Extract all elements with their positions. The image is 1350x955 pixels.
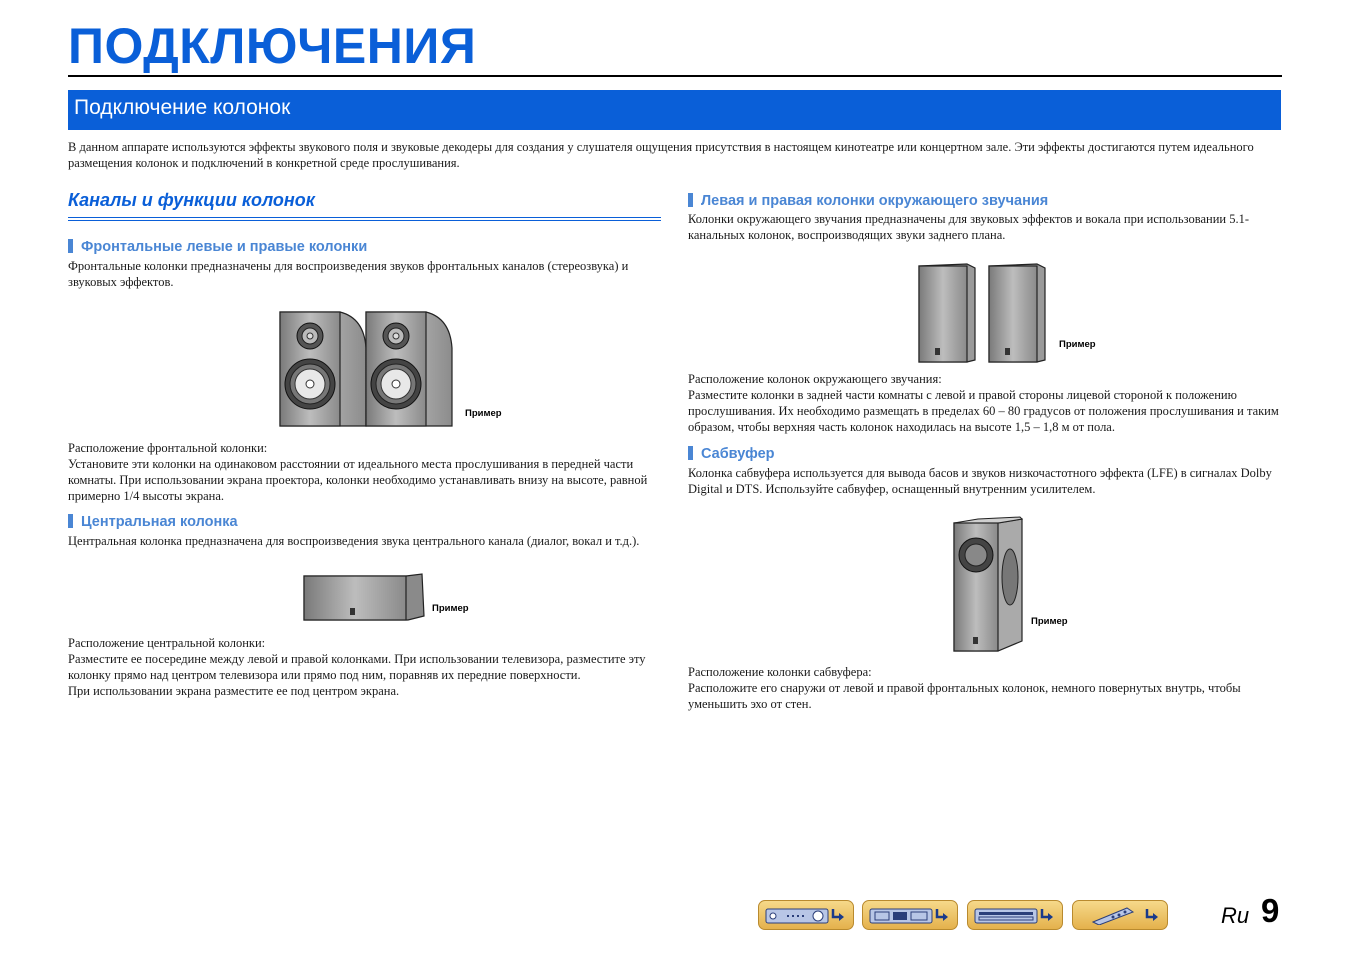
arrow-return-icon	[830, 907, 846, 923]
surround-speakers-heading	[688, 192, 1048, 210]
surround-speakers-illustration	[917, 262, 1049, 364]
arrow-return-icon	[934, 907, 950, 923]
title-rule	[68, 75, 1282, 77]
center-placement-title: Расположение центральной колонки:	[68, 636, 266, 650]
nav-button-top-menu[interactable]	[862, 900, 958, 930]
language-label: Ru	[1221, 903, 1250, 928]
subsection-rule-secondary	[68, 220, 661, 221]
front-speakers-heading	[68, 238, 367, 256]
subwoofer-heading-text: Сабвуфер	[701, 446, 775, 462]
surround-speakers-description: Колонки окружающего звучания предназначены для звуковых эффектов и вокала при использовании 5.1-канальных колонок, воспроизводящих звуки заднего плана.	[688, 212, 1250, 242]
intro-paragraph: В данном аппарате используются эффекты звукового поля и звуковые декодеры для создания у слушателя ощущения присутствия в настоящем кинотеатре или концертном зале. Эти эффекты достигаются путем идеального размещения колонок и подключений в конкретной среде прослушивания.	[68, 140, 1254, 170]
subsection-heading: Каналы и функции колонок	[68, 190, 315, 210]
subwoofer-description: Колонка сабвуфера используется для вывода басов и звуков низкочастотного эффекта (LFE) в сигналах Dolby Digital и DTS. Используйте сабвуфер, оснащенный внутренним усилителем.	[688, 466, 1272, 496]
front-speakers-caption: Пример	[465, 408, 502, 419]
subsection-rule	[68, 217, 661, 218]
arrow-return-icon	[1039, 907, 1055, 923]
heading-marker	[68, 514, 73, 528]
subwoofer-heading	[688, 445, 775, 463]
top-menu-icon	[869, 907, 933, 925]
center-placement-text: Разместите ее посередине между левой и правой колонками. При использовании телевизора, разместите эту колонку прямо над центром телевизора или прямо под ним, поравняв их передние поверхности.	[68, 652, 646, 682]
surround-speakers-caption: Пример	[1059, 339, 1096, 350]
subwoofer-placement-title: Расположение колонки сабвуфера:	[688, 665, 872, 679]
section-title: Подключение колонок	[74, 96, 291, 119]
center-speaker-illustration	[302, 570, 426, 622]
center-speaker-heading-text: Центральная колонка	[81, 514, 238, 530]
front-placement-title: Расположение фронтальной колонки:	[68, 441, 268, 455]
arrow-return-icon	[1144, 907, 1160, 923]
section-bar	[68, 90, 1281, 130]
heading-marker	[688, 446, 693, 460]
front-speakers-heading-text: Фронтальные левые и правые колонки	[81, 239, 368, 255]
heading-marker	[68, 239, 73, 253]
front-panel-icon	[765, 907, 829, 925]
heading-marker	[688, 193, 693, 207]
center-placement-text-screen: При использовании экрана разместите ее под центром экрана.	[68, 684, 400, 698]
surround-placement-title: Расположение колонок окружающего звучания:	[688, 372, 942, 386]
surround-speakers-heading-text: Левая и правая колонки окружающего звучания	[701, 193, 1049, 209]
remote-control-icon	[1079, 907, 1143, 925]
center-speaker-description: Центральная колонка предназначена для воспроизведения звука центрального канала (диалог, вокал и т.д.).	[68, 534, 640, 548]
subwoofer-caption: Пример	[1031, 616, 1068, 627]
page-number: 9	[1261, 892, 1280, 929]
subwoofer-illustration	[950, 515, 1026, 653]
front-speakers-description: Фронтальные колонки предназначены для воспроизведения звуков фронтальных каналов (стереозвука) и звуковых эффектов.	[68, 259, 629, 289]
nav-button-front-panel[interactable]	[758, 900, 854, 930]
center-speaker-caption: Пример	[432, 603, 469, 614]
page-title: ПОДКЛЮЧЕНИЯ	[68, 18, 477, 74]
nav-button-display[interactable]	[967, 900, 1063, 930]
subwoofer-placement-text: Расположите его снаружи от левой и правой фронтальных колонок, немного повернутых внутрь, чтобы уменьшить эхо от стен.	[688, 681, 1241, 711]
front-speakers-illustration	[278, 308, 456, 430]
surround-placement-text: Разместите колонки в задней части комнаты с левой и правой стороны лицевой стороной к положению прослушивания. Их необходимо размещать в пределах 60 – 80 градусов от положения прослушивания и таким образом, чтобы верхняя часть колонок находилась на высоте 1,5 – 1,8 м от пола.	[688, 388, 1279, 434]
display-icon	[974, 907, 1038, 925]
nav-button-remote-control[interactable]	[1072, 900, 1168, 930]
center-speaker-heading	[68, 513, 238, 531]
front-placement-text: Установите эти колонки на одинаковом расстоянии от идеального места прослушивания в передней части комнаты. При использовании экрана проектора, колонки необходимо устанавливать внизу на высоте, равной примерно 1/4 высоты экрана.	[68, 457, 648, 503]
